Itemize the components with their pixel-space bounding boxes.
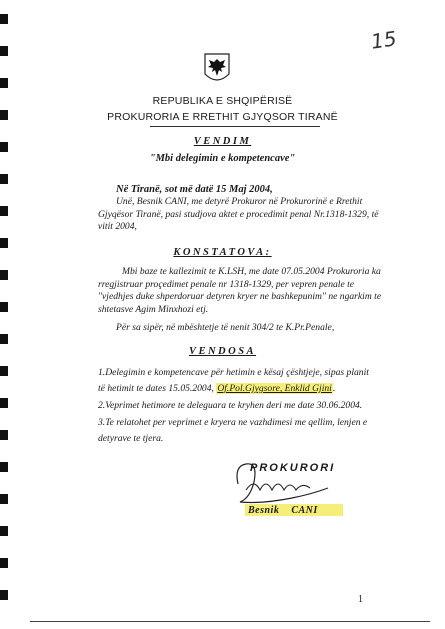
eagle-emblem-icon <box>203 52 231 86</box>
binding-mark <box>0 430 8 440</box>
delegate-officer-highlight: Of.Pol.Gjygsore, Enklid Gjini <box>217 383 332 394</box>
findings-paragraph <box>98 266 388 316</box>
decision-item-1-line-1: 1.Delegimin e kompetencave për hetimin e kësaj çështjeje, sipas planit <box>98 367 369 378</box>
signature-first-name: Besnik <box>248 505 280 516</box>
binding-mark <box>0 526 8 536</box>
binding-mark <box>0 398 8 408</box>
header-republic: REPUBLIKA E SHQIPËRISË <box>152 95 293 107</box>
signature-last-name: CANI <box>291 505 318 516</box>
vendosa-heading: VENDOSA <box>188 346 257 357</box>
findings-text: Mbi baze te kallezimit te K.LSH, me date 07.05.2004 Prokuroria ka rregjistruar proçedimet penale nr 1318-1329, per vepren penale te "vjedhjes duke shperdoruar detyren kryer ne bashkepunim" ne ngarkim te shtetasve Agim Minxhozi etj. <box>98 266 382 315</box>
decision-item-3-line-1: 3.Te relatohet per veprimet e kryera ne vazhdimesi me qellim, lenjen e <box>98 417 368 428</box>
binding-mark <box>0 590 8 600</box>
decision-item-1 <box>98 365 393 397</box>
binding-mark <box>0 270 8 280</box>
document-heading: VENDIM <box>193 136 252 147</box>
binding-mark <box>0 174 8 184</box>
page-number: 1 <box>358 594 363 605</box>
handwritten-page-number: 15 <box>369 26 398 54</box>
basis-paragraph: Për sa sipër, në mbështetje të nenit 304/2 te K.Pr.Penale, <box>116 322 335 333</box>
konstatova-heading: KONSTATOVA: <box>173 247 272 258</box>
decision-item-1-end: . <box>332 383 336 394</box>
binding-mark <box>0 46 8 56</box>
binding-mark <box>0 494 8 504</box>
decision-item-1-text: të hetimit te dates 15.05.2004, <box>98 383 214 394</box>
header-office: PROKURORIA E RRETHIT GJYQSOR TIRANË <box>107 111 338 123</box>
binding-mark <box>0 366 8 376</box>
intro-paragraph <box>98 196 383 234</box>
signature-name <box>248 505 318 516</box>
binding-mark <box>0 78 8 88</box>
decision-item-3-line-2: detyrave te tjera. <box>98 433 164 444</box>
binding-mark <box>0 558 8 568</box>
header-divider <box>150 126 320 127</box>
place-date: Në Tiranë, sot më datë 15 Maj 2004, <box>116 184 273 195</box>
decision-item-3 <box>98 415 393 447</box>
binding-mark <box>0 302 8 312</box>
intro-text: Unë, Besnik CANI, me detyrë Prokuror në Prokurorinë e Rrethit Gjyqësor Tiranë, pasi studjova aktet e procedimit penal Nr.1318-1329, të vitit 2004, <box>98 196 379 232</box>
binding-mark <box>0 14 8 24</box>
decision-item-2: 2.Veprimet hetimore te deleguara te kryhen deri me date 30.06.2004. <box>98 400 363 411</box>
binding-mark <box>0 334 8 344</box>
bottom-divider <box>30 621 430 622</box>
binding-mark <box>0 206 8 216</box>
binding-mark <box>0 462 8 472</box>
signature-title: PROKURORI <box>250 462 336 474</box>
decision-item-1-line-2 <box>98 381 393 397</box>
document-subtitle: "Mbi delegimin e kompetencave" <box>149 153 296 164</box>
